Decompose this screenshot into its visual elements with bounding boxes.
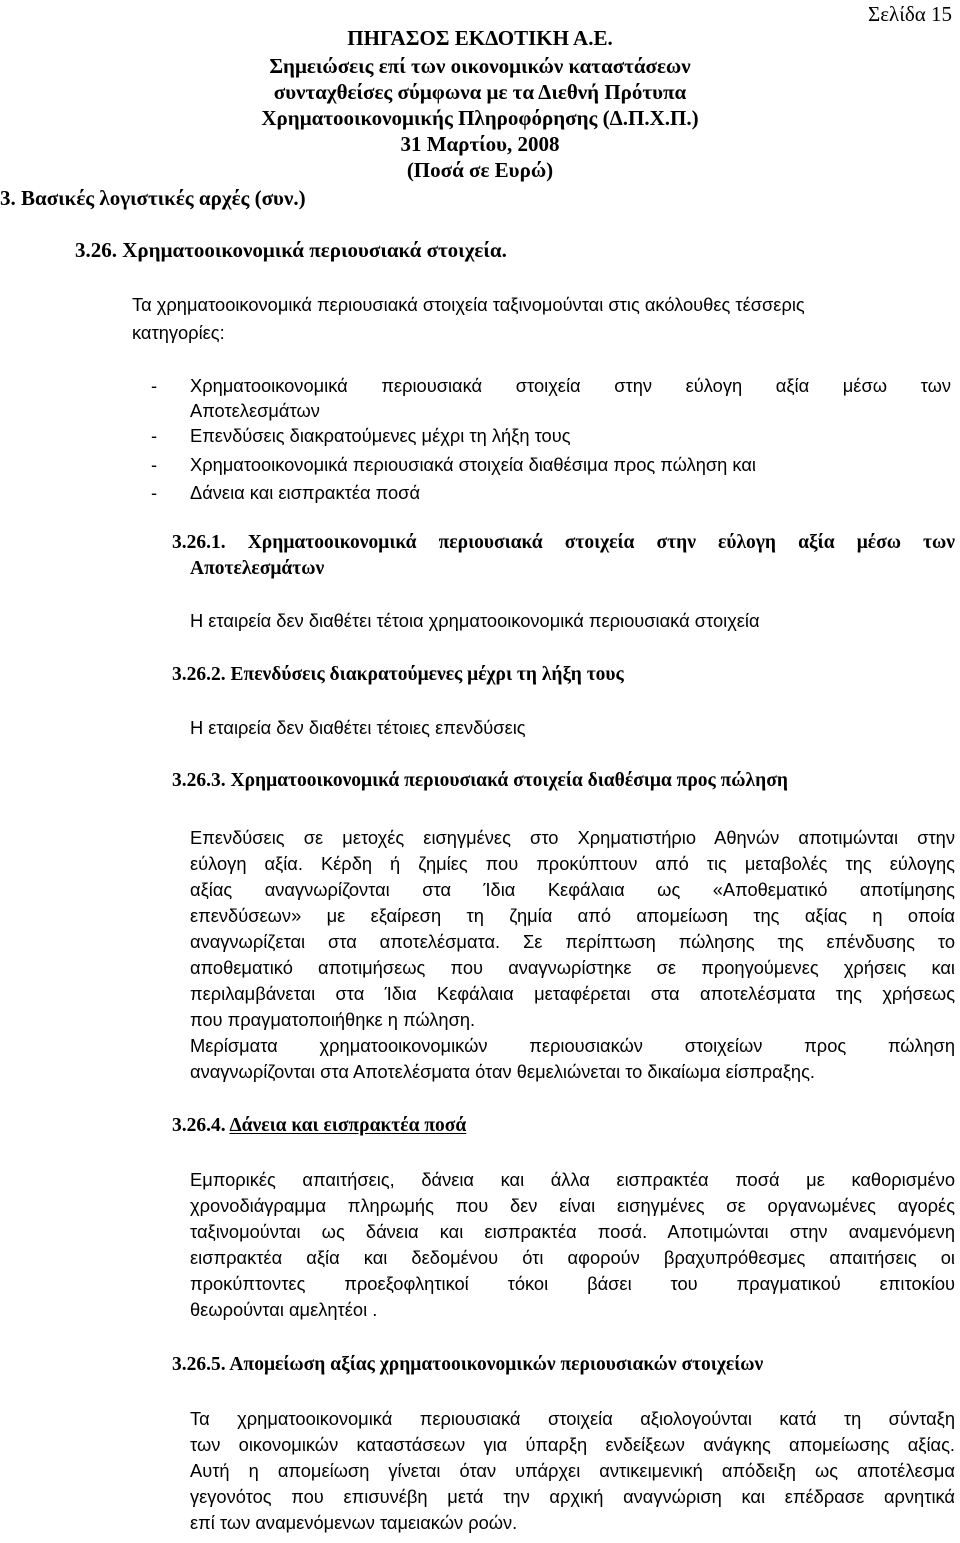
paragraph-line: Επενδύσεις σε μετοχές εισηγμένες στο Χρηματιστήριο Αθηνών αποτιμώνται στην: [190, 827, 955, 848]
list-item: [151, 453, 951, 478]
list-item: [151, 424, 951, 449]
list-dash: -: [151, 482, 158, 503]
section-3-26-4-title: [172, 1114, 466, 1138]
list-dash: -: [151, 375, 158, 396]
list-item-text: Δάνεια και εισπρακτέα ποσά: [190, 482, 421, 503]
paragraph-line: αξίας αναγνωρίζονται στα Ίδια Κεφάλαια ως «Αποθεματικό αποτίμησης: [190, 879, 955, 900]
section-3-26-5-title: 3.26.5. Απομείωση αξίας χρηματοοικονομικών περιουσιακών στοιχείων: [172, 1354, 764, 1375]
intro-line-1: Τα χρηματοοικονομικά περιουσιακά στοιχεία ταξινομούνται στις ακόλουθες τέσσερις: [132, 294, 805, 315]
list-item-text: Χρηματοοικονομικά περιουσιακά στοιχεία διαθέσιμα προς πώληση και: [190, 454, 756, 475]
paragraph-line: επί των αναμενόμενων ταμειακών ροών.: [190, 1512, 518, 1533]
subsection-title: 3.26. Χρηματοοικονομικά περιουσιακά στοιχεία.: [75, 238, 507, 262]
paragraph-line: που πραγματοποιήθηκε η πώληση.: [190, 1009, 476, 1030]
section-3-26-1-body: Η εταιρεία δεν διαθέτει τέτοια χρηματοοικονομικά περιουσιακά στοιχεία: [190, 610, 760, 631]
paragraph-line: ταξινομούνται ως δάνεια και εισπρακτέα ποσά. Αποτιμώνται στην αναμενόμενη: [190, 1221, 955, 1242]
paragraph-line: Μερίσματα χρηματοοικονομικών περιουσιακών στοιχείων προς πώληση: [190, 1035, 955, 1056]
paragraph-line: των οικονομικών καταστάσεων για ύπαρξη ενδείξεων ανάγκης απομείωσης αξίας.: [190, 1434, 955, 1455]
paragraph-line: Εμπορικές απαιτήσεις, δάνεια και άλλα εισπρακτέα ποσά με καθορισμένο: [190, 1169, 955, 1190]
paragraph-line: εύλογη αξία. Κέρδη ή ζημίες που προκύπτουν από τις μεταβολές της εύλογης: [190, 853, 955, 874]
section-3-26-1-title: 3.26.1. Χρηματοοικονομικά περιουσιακά στοιχεία στην εύλογη αξία μέσω των: [172, 532, 955, 553]
paragraph-line: γεγονότος που επισυνέβη μετά την αρχική αναγνώριση και επέδρασε αρνητικά: [190, 1486, 955, 1507]
section-3-26-2-title: 3.26.2. Επενδύσεις διακρατούμενες μέχρι τη λήξη τους: [172, 664, 624, 685]
paragraph-line: επενδύσεων» με εξαίρεση τη ζημία από απομείωση της αξίας η οποία: [190, 905, 955, 926]
paragraph-line: αναγνωρίζονται στα Αποτελέσματα όταν θεμελιώνεται το δικαίωμα είσπραξης.: [190, 1061, 815, 1082]
paragraph-line: περιλαμβάνεται στα Ίδια Κεφάλαια μεταφέρεται στα αποτελέσματα της χρήσεως: [190, 983, 955, 1004]
list-dash: -: [151, 454, 158, 475]
header-line-2: συνταχθείσες σύμφωνα με τα Διεθνή Πρότυπα: [273, 80, 687, 104]
header-line-3: Χρηματοοικονομικής Πληροφόρησης (Δ.Π.Χ.Π.): [261, 106, 699, 130]
section-title: 3. Βασικές λογιστικές αρχές (συν.): [0, 186, 306, 210]
paragraph-line: Αυτή η απομείωση γίνεται όταν υπάρχει αντικειμενική απόδειξη ως αποτέλεσμα: [190, 1460, 955, 1481]
header-date: 31 Μαρτίου, 2008: [400, 132, 560, 156]
header-currency: (Ποσά σε Ευρώ): [406, 158, 554, 182]
paragraph-line: αναγνωρίζεται στα αποτελέσματα. Σε περίπτωση πώλησης της επένδυσης το: [190, 931, 955, 952]
section-3-26-1-title-continued: Αποτελεσμάτων: [190, 558, 325, 579]
paragraph-line: χρονοδιάγραμμα πληρωμής που δεν είναι εισηγμένες σε οργανωμένες αγορές: [190, 1195, 955, 1216]
list-dash: -: [151, 425, 158, 446]
list-item: [151, 374, 951, 424]
section-3-26-2-body: Η εταιρεία δεν διαθέτει τέτοιες επενδύσεις: [190, 717, 526, 738]
header-line-1: Σημειώσεις επί των οικονομικών καταστάσεων: [269, 54, 691, 78]
list-item-text: Χρηματοοικονομικά περιουσιακά στοιχεία στην εύλογη αξία μέσω των: [190, 375, 951, 396]
paragraph-line: Τα χρηματοοικονομικά περιουσιακά στοιχεία αξιολογούνται κατά τη σύνταξη: [190, 1408, 955, 1429]
list-item-text-continued: Αποτελεσμάτων: [190, 400, 320, 421]
paragraph-line: αποθεματικό αποτιμήσεως που αναγνωρίστηκε σε προηγούμενες χρήσεις και: [190, 957, 955, 978]
page-number: Σελίδα 15: [868, 2, 953, 26]
intro-line-2: κατηγορίες:: [132, 322, 225, 343]
paragraph-line: προκύπτοντες προεξοφλητικοί τόκοι βάσει του πραγματικού επιτοκίου: [190, 1273, 955, 1294]
list-item-text: Επενδύσεις διακρατούμενες μέχρι τη λήξη τους: [190, 425, 571, 446]
paragraph-line: εισπρακτέα αξία και δεδομένου ότι αφορούν βραχυπρόθεσμες απαιτήσεις οι: [190, 1247, 955, 1268]
company-name: ΠΗΓΑΣΟΣ ΕΚΔΟΤΙΚΗ Α.Ε.: [347, 26, 613, 50]
section-number: 3.26.4.: [172, 1115, 230, 1136]
section-3-26-3-title: 3.26.3. Χρηματοοικονομικά περιουσιακά στοιχεία διαθέσιμα προς πώληση: [172, 770, 788, 791]
paragraph-line: θεωρούνται αμελητέοι .: [190, 1299, 378, 1320]
list-item: [151, 481, 951, 506]
section-heading: Δάνεια και εισπρακτέα ποσά: [229, 1115, 467, 1136]
